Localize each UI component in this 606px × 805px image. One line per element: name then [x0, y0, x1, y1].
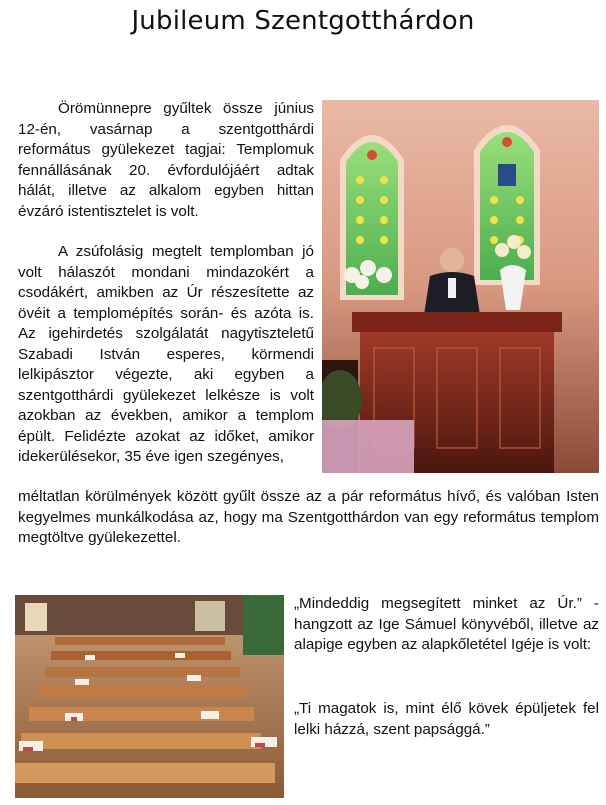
paragraph-intro-text: Örömünnepre gyűltek össze június 12-én, vasárnap a szentgotthárdi református gyülekezet tagjai: Templomuk fennállásának 20. évfordulójáért adtak hálát, illetve az alkalom egyben hittan évzáró istentisztelet is volt.	[18, 100, 314, 220]
paragraph-sermon-part2	[18, 487, 599, 549]
paragraph-intro	[18, 99, 314, 222]
paragraph-sermon-text-1: A zsúfolásig megtelt templomban jó volt hálaszót mondani mindazokért a csodákért, amikben az Úr részesítette az övéit a templomépítés során- és azóta is. Az igehirdetés szolgálatát nagytiszteletű Szabadi István esperes, körmendi lelkipásztor végezte, aki egyben a szentgotthárdi gyülekezet lelkésze is volt azokban az években, amikor a templom épült. Felidézte azokat az időket, amikor idekerülésekor, 35 éve igen szegényes,	[18, 243, 314, 465]
page-title: Jubileum Szentgotthárdon	[131, 6, 475, 36]
quote-samuel	[294, 594, 599, 656]
quote-living-stones	[294, 699, 599, 740]
paragraph-sermon-text-2: méltatlan körülmények között gyűlt össze az a pár református hívő, és valóban Isten kegyelmes munkálkodása az, hogy ma Szentgotthárdon van egy református templom megtöltve gyülekezettel.	[18, 488, 599, 546]
photo-church-pews	[15, 595, 284, 798]
quote-samuel-text: „Mindeddig megsegített minket az Úr.” -hangzott az Ige Sámuel könyvéből, illetve az alapige egyben az alapkőletétel Igéje is volt:	[294, 595, 599, 653]
photo-pastor-preaching	[322, 100, 599, 473]
quote-living-stones-text: „Ti magatok is, mint élő kövek épüljetek fel lelki házzá, szent papsággá.”	[294, 700, 599, 738]
paragraph-sermon-part1	[18, 242, 314, 468]
